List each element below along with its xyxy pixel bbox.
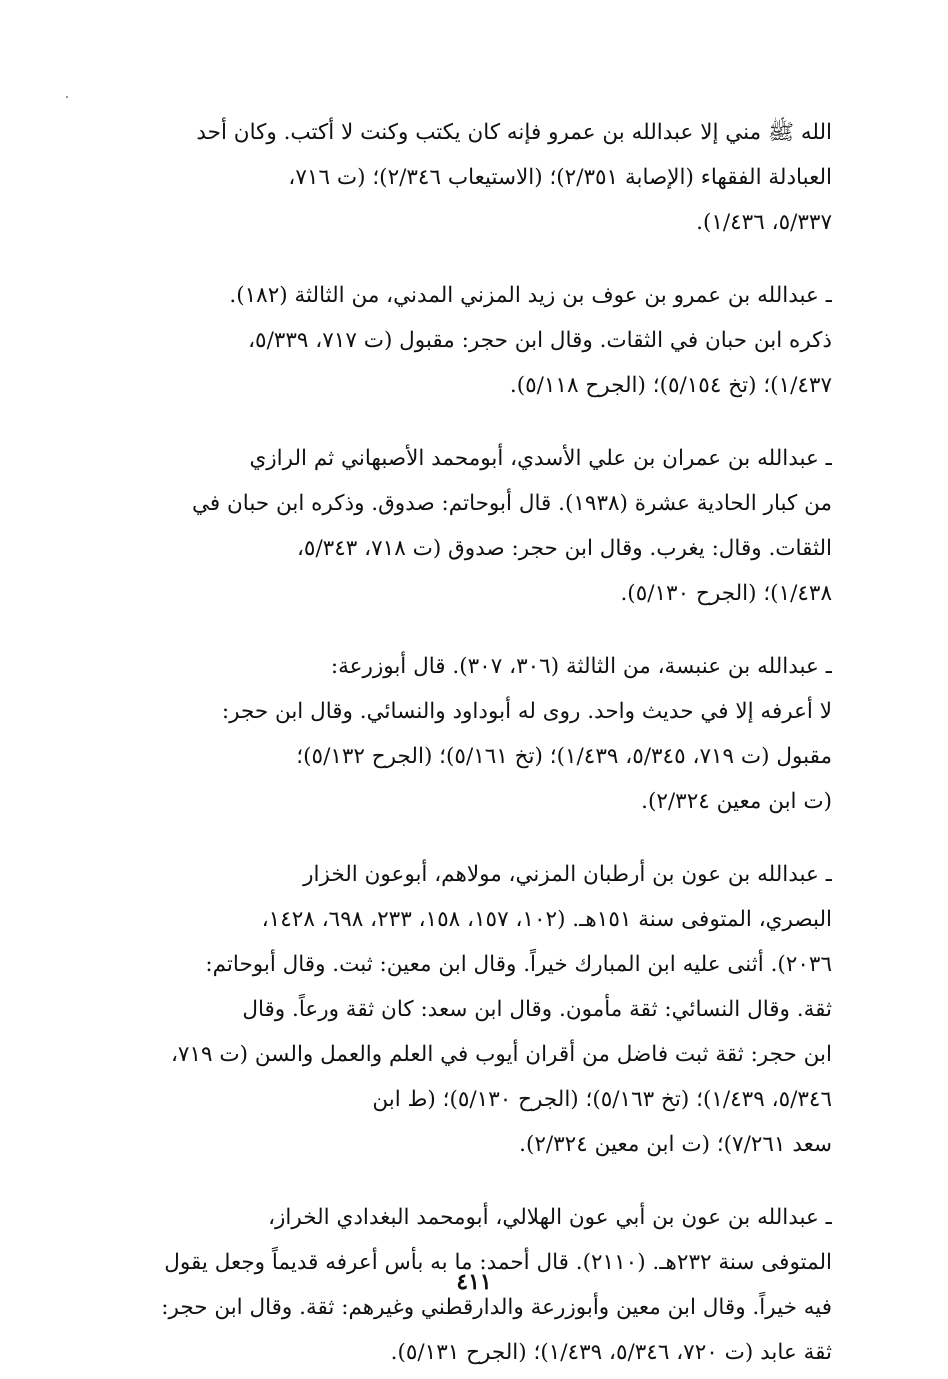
paragraph-gap xyxy=(138,1167,832,1195)
text-line: العبادلة الفقهاء (الإصابة ٢/٣٥١)؛ (الاستيعاب ٢/٣٤٦)؛ (ت ٧١٦، xyxy=(288,165,832,190)
text-line: ذكره ابن حبان في الثقات. وقال ابن حجر: مقبول (ت ٧١٧، ٥/٣٣٩، xyxy=(248,328,832,353)
text-line: ـ عبدالله بن عون بن أرطبان المزني، مولاهم، أبوعون الخزار xyxy=(303,862,832,887)
text-line: ـ عبدالله بن عمرو بن عوف بن زيد المزني المدني، من الثالثة (١٨٢). xyxy=(229,283,832,308)
text-line: سعد ٧/٢٦١)؛ (ت ابن معين ٢/٣٢٤). xyxy=(519,1132,832,1157)
paragraph-5 xyxy=(138,852,832,1167)
text-line: ابن حجر: ثقة ثبت فاضل من أقران أيوب في العلم والعمل والسن (ت ٧١٩، xyxy=(170,1042,832,1067)
paragraph-gap xyxy=(138,245,832,273)
text-line: المتوفى سنة ٢٣٢هـ. (٢١١٠). قال أحمد: ما به بأس أعرفه قديماً وجعل يقول xyxy=(164,1250,832,1275)
text-line: الثقات. وقال: يغرب. وقال ابن حجر: صدوق (ت ٧١٨، ٥/٣٤٣، xyxy=(296,536,832,561)
text-line: ثقة عابد (ت ٧٢٠، ٥/٣٤٦، ١/٤٣٩)؛ (الجرح ٥/١٣١). xyxy=(390,1340,832,1365)
text-line: فيه خيراً. وقال ابن معين وأبوزرعة والدارقطني وغيرهم: ثقة. وقال ابن حجر: xyxy=(161,1295,832,1320)
text-line: ثقة. وقال النسائي: ثقة مأمون. وقال ابن سعد: كان ثقة ورعاً. وقال xyxy=(242,997,832,1022)
paragraph-gap xyxy=(138,824,832,852)
paragraph-gap xyxy=(138,408,832,436)
text-line: مقبول (ت ٧١٩، ٥/٣٤٥، ١/٤٣٩)؛ (تخ ٥/١٦١)؛ (الجرح ٥/١٣٢)؛ xyxy=(296,744,832,769)
main-text xyxy=(138,110,832,1375)
text-line: ـ عبدالله بن عنبسة، من الثالثة (٣٠٦، ٣٠٧). قال أبوزرعة: xyxy=(330,654,832,679)
text-line: ٥/٣٣٧، ١/٤٣٦). xyxy=(696,210,832,235)
text-line: الله ﷺ مني إلا عبدالله بن عمرو فإنه كان يكتب وكنت لا أكتب. وكان أحد xyxy=(196,120,832,145)
text-line: لا أعرفه إلا في حديث واحد. روى له أبوداود والنسائي. وقال ابن حجر: xyxy=(221,699,832,724)
text-line: من كبار الحادية عشرة (١٩٣٨). قال أبوحاتم: صدوق. وذكره ابن حبان في xyxy=(191,491,832,516)
paragraph-1 xyxy=(138,110,832,245)
scan-speck xyxy=(66,96,68,98)
text-line: البصري، المتوفى سنة ١٥١هـ. (١٠٢، ١٥٧، ١٥٨، ٢٣٣، ٦٩٨، ١٤٢٨، xyxy=(261,907,832,932)
text-line: ـ عبدالله بن عون بن أبي عون الهلالي، أبومحمد البغدادي الخراز، xyxy=(268,1205,832,1230)
paragraph-2 xyxy=(138,273,832,408)
text-line: ١/٤٣٨)؛ (الجرح ٥/١٣٠). xyxy=(620,581,832,606)
paragraph-gap xyxy=(138,616,832,644)
text-line: ـ عبدالله بن عمران بن علي الأسدي، أبومحمد الأصبهاني ثم الرازي xyxy=(249,446,832,471)
text-line: (ت ابن معين ٢/٣٢٤). xyxy=(641,789,832,814)
text-line: ٢٠٣٦). أثنى عليه ابن المبارك خيراً. وقال ابن معين: ثبت. وقال أبوحاتم: xyxy=(205,952,832,977)
page-number: ٤١١ xyxy=(456,1269,492,1295)
paragraph-4 xyxy=(138,644,832,824)
paragraph-3 xyxy=(138,436,832,616)
text-line: ٥/٣٤٦، ١/٤٣٩)؛ (تخ ٥/١٦٣)؛ (الجرح ٥/١٣٠)؛ (ط ابن xyxy=(372,1087,832,1112)
text-line: ١/٤٣٧)؛ (تخ ٥/١٥٤)؛ (الجرح ٥/١١٨). xyxy=(509,373,832,398)
